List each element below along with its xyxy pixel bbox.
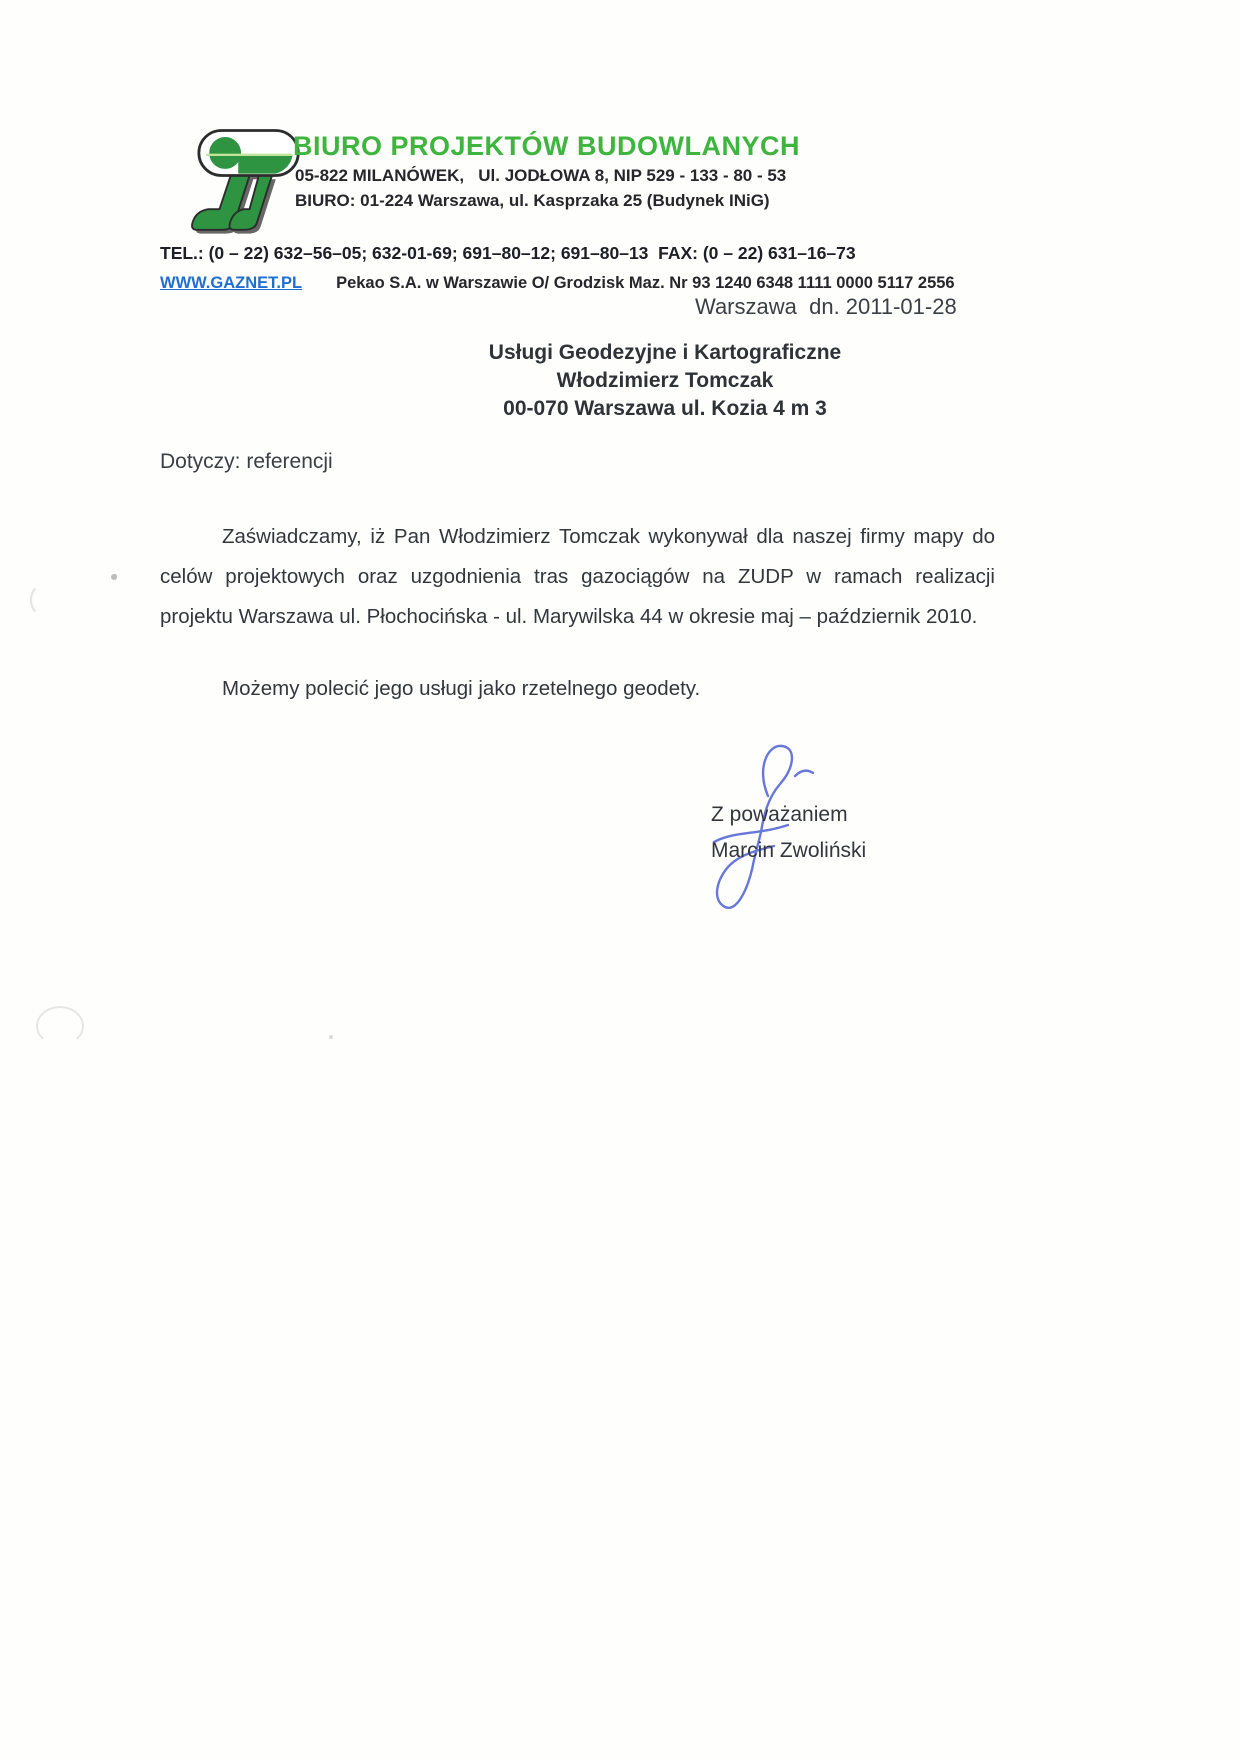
scan-ring-smudge (36, 1006, 84, 1046)
company-logo-icon (152, 110, 302, 240)
signatory-name: Marcin Zwoliński (711, 839, 867, 862)
company-name: BIURO PROJEKTÓW BUDOWLANYCH (293, 131, 800, 161)
recipient-name: Włodzimierz Tomczak (556, 369, 774, 392)
scan-smudge (30, 583, 60, 617)
bank-account-line: Pekao S.A. w Warszawie O/ Grodzisk Maz. Nr 93 1240 6348 1111 0000 5117 2556 (336, 274, 955, 292)
phone-fax-line: TEL.: (0 – 22) 632–56–05; 632-01-69; 691–80–12; 691–80–13 FAX: (0 – 22) 631–16–73 (160, 243, 856, 263)
website-link[interactable]: WWW.GAZNET.PL (160, 274, 303, 292)
closing-phrase: Z poważaniem (711, 803, 848, 826)
website-bank-row (160, 274, 955, 293)
body-paragraph-1: Zaświadczamy, iż Pan Włodzimierz Tomczak wykonywał dla naszej firmy mapy do celów projektowych oraz uzgodnienia tras gazociągów na ZUDP w ramach realizacji projektu Warszawa ul. Płochocińska - ul. Marywilska 44 w okresie maj – październik 2010. (160, 524, 995, 628)
scan-speck-small (329, 1035, 333, 1039)
recipient-block (400, 339, 930, 423)
company-address-line1: 05-822 MILANÓWEK, Ul. JODŁOWA 8, NIP 529 - 133 - 80 - 53 (295, 166, 787, 185)
subject-line: Dotyczy: referencji (160, 450, 333, 473)
recipient-company: Usługi Geodezyjne i Kartograficzne (488, 341, 842, 364)
body-paragraph-2: Możemy polecić jego usługi jako rzetelnego geodety. (222, 676, 701, 700)
handwritten-signature-icon (698, 738, 828, 923)
date-line: Warszawa dn. 2011-01-28 (695, 294, 957, 319)
recipient-address: 00-070 Warszawa ul. Kozia 4 m 3 (503, 397, 827, 420)
company-address-line2: BIURO: 01-224 Warszawa, ul. Kasprzaka 25 (Budynek INiG) (295, 191, 770, 210)
scan-speck (111, 574, 117, 580)
